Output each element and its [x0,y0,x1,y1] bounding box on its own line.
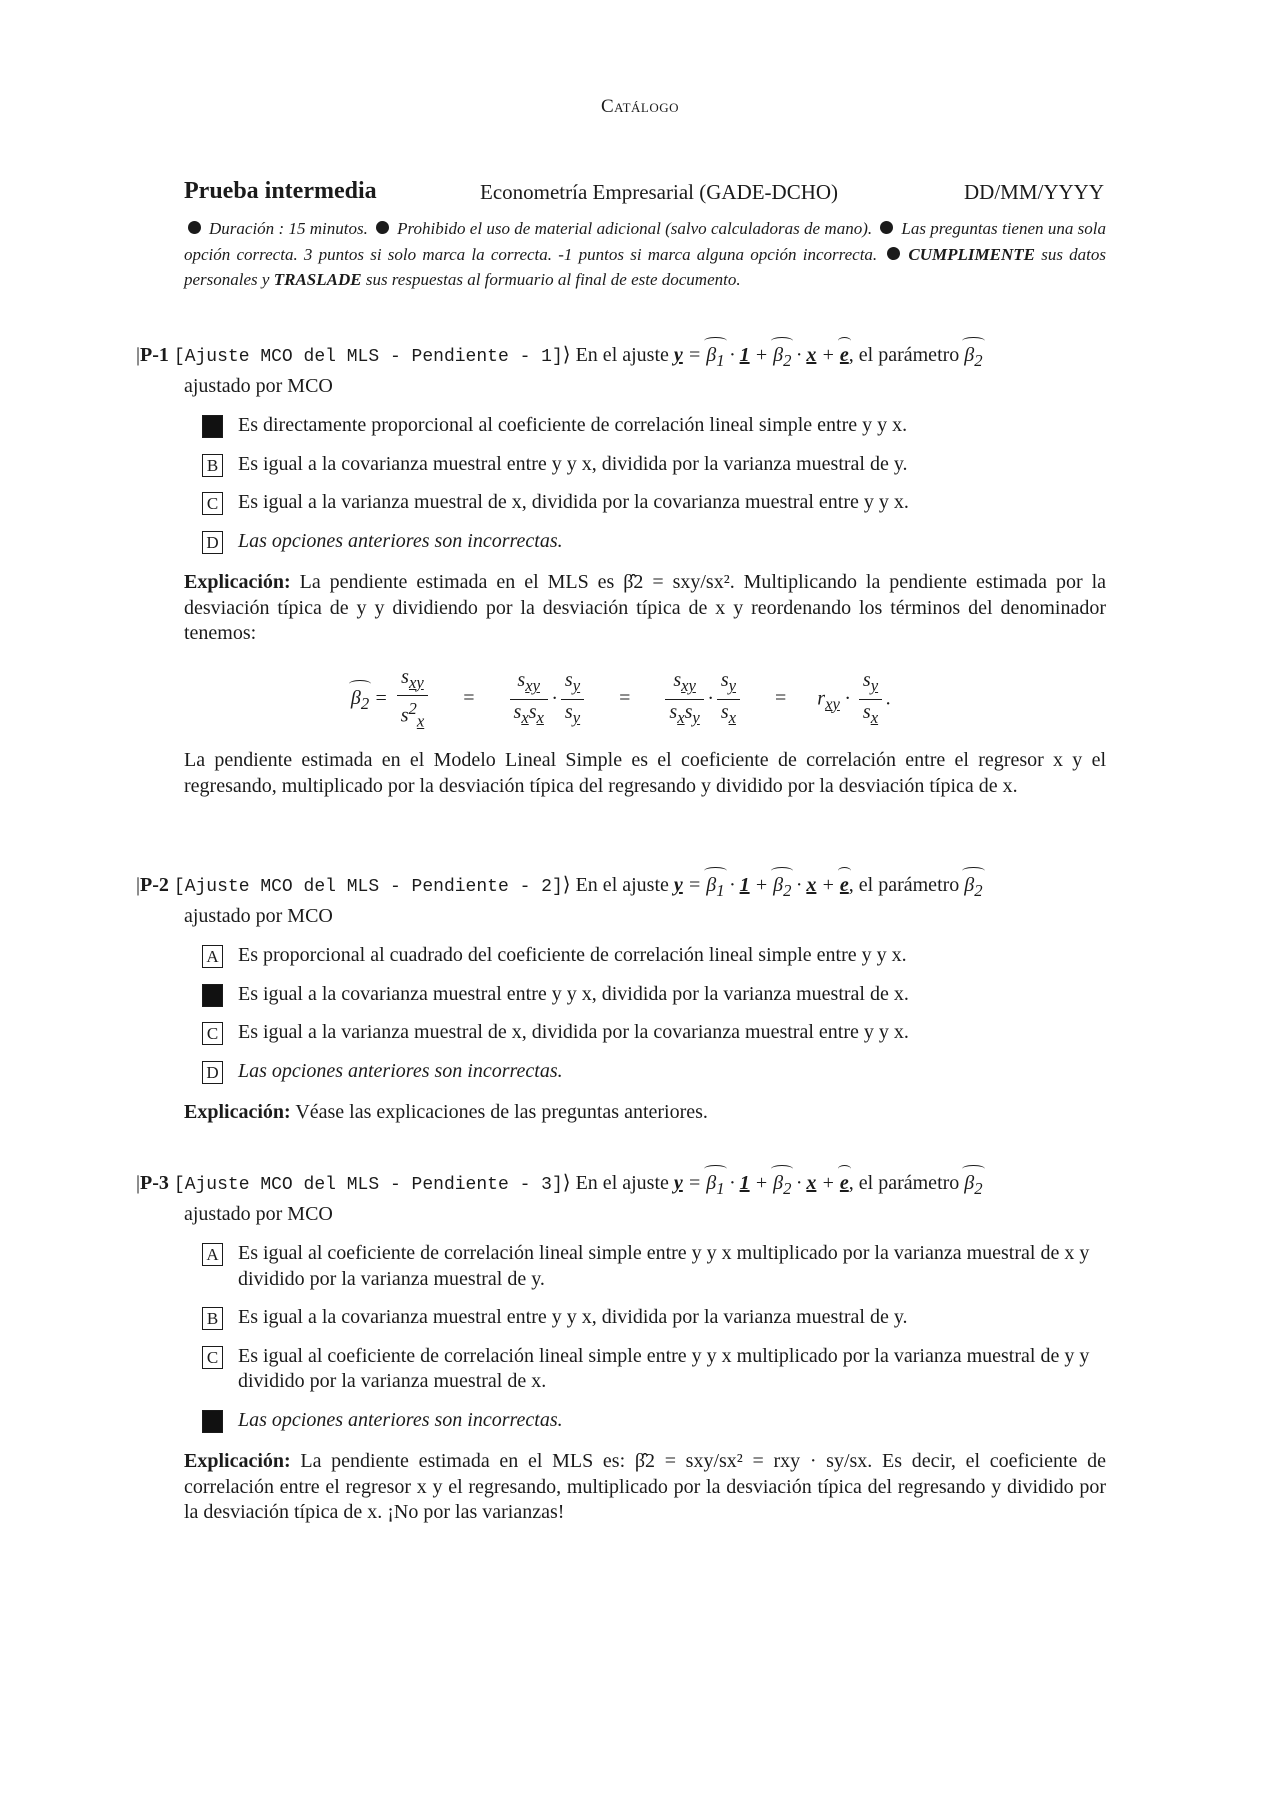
option-a[interactable] [202,943,1106,969]
option-checkbox[interactable]: C [202,1346,223,1369]
option-checkbox[interactable]: C [202,1022,223,1045]
exam-title: Prueba intermedia [184,178,377,204]
explanation [184,1449,1106,1526]
option-text: Es igual a la varianza muestral de x, dividida por la covarianza muestral entre y y x. [238,1021,909,1043]
option-a[interactable] [202,1241,1106,1292]
course-name: Econometría Empresarial (GADE-DCHO) [480,180,839,204]
question-2 [136,873,1106,1126]
question-3 [136,1171,1106,1526]
option-checkbox[interactable] [202,415,223,438]
option-checkbox[interactable]: B [202,1307,223,1330]
explanation-text: Véase las explicaciones de las preguntas anteriores. [295,1101,708,1123]
option-checkbox[interactable]: A [202,1243,223,1266]
stem-post: el parámetro [858,344,960,366]
option-d[interactable] [202,1059,1106,1085]
option-d[interactable] [202,529,1106,555]
instruction-duration: Duración : 15 minutos. [209,219,368,238]
explanation-label: Explicación: [184,1450,291,1472]
formula: $\beta_2$ = $\frac{s_{xy}}{s^2_x}$ = $\frac{s_{xy}}{s_xs_x}$ · $\frac{s_y}{s_y}$ = $\frac{s_{xy}}{s_xs_y}$ · $\frac{s_y}{s_x}$ = $r_{xy}$ · $\frac{s_y}{s_x}$ . [350,665,892,731]
option-b[interactable] [202,452,1106,478]
stem-pre: En el ajuste [575,1172,669,1194]
option-text: Es igual a la varianza muestral de x, dividida por la covarianza muestral entre y y x. [238,491,909,513]
stem-pre: En el ajuste [575,874,669,896]
stem-post: el parámetro [858,1172,960,1194]
explanation-text: La pendiente estimada en el MLS es β̂2 = sxy/sx². Multiplicando la pendiente estimada por la desviación típica de y y dividiendo por la desviación típica de x y reordenando los términos del denominador tenemos: [184,571,1107,644]
option-text: Es directamente proporcional al coeficiente de correlación lineal simple entre y y x. [238,414,908,436]
stem-tail: ajustado por MCO [184,1202,333,1225]
question-stem: |P-3 [Ajuste MCO del MLS - Pendiente - 3]⟩ En el ajuste $y = \beta_1 \cdot 1 + \beta_2 \cdot x + e$, el parámetro $\beta_2$ [136,1171,1106,1202]
instruction-strong-2: TRASLADE [273,270,362,289]
option-d[interactable] [202,1408,1106,1434]
explanation-label: Explicación: [184,1101,291,1123]
option-text: Las opciones anteriores son incorrectas. [238,529,563,552]
bullet-icon [887,247,900,260]
option-checkbox[interactable]: D [202,531,223,554]
stem-tail: ajustado por MCO [184,904,333,927]
option-a[interactable] [202,413,1106,439]
question-stem: |P-1 [Ajuste MCO del MLS - Pendiente - 1]⟩ En el ajuste $y = \beta_1 \cdot 1 + \beta_2 \cdot x + e$, el parámetro $\beta_2$ [136,343,1106,374]
question-tag: [Ajuste MCO del MLS - Pendiente - 1] [173,347,563,367]
option-checkbox[interactable]: D [202,1061,223,1084]
explanation-text: La pendiente estimada en el MLS es: β̂2 = sxy/sx² = rxy · sy/sx. Es decir, el coeficiente de correlación entre el regresor x y el regresando, multiplicado por la desviación típica del regresando y dividido por la desviación típica de x. ¡No por las varianzas! [184,1450,1106,1523]
running-head: Catálogo [600,96,680,117]
question-number: P-3 [140,1172,169,1194]
option-c[interactable] [202,1344,1106,1395]
option-checkbox[interactable]: B [202,454,223,477]
option-text: Es igual a la covarianza muestral entre y y x, dividida por la varianza muestral de x. [238,982,909,1005]
option-checkbox[interactable] [202,1410,223,1433]
question-number: P-2 [140,874,169,896]
option-checkbox[interactable] [202,984,223,1007]
option-b[interactable] [202,1305,1106,1331]
option-text: Es igual a la covarianza muestral entre y y x, dividida por la varianza muestral de y. [238,1306,908,1328]
instruction-material: Prohibido el uso de material adicional (salvo calculadoras de mano). [397,219,873,238]
question-tag: [Ajuste MCO del MLS - Pendiente - 2] [173,877,563,897]
question-tag: [Ajuste MCO del MLS - Pendiente - 3] [173,1175,563,1195]
instruction-mid: sus datos personales y [184,244,1107,289]
option-text: Es igual al coeficiente de correlación lineal simple entre y y x multiplicado por la varianza muestral de y y dividido por la varianza muestral de x. [238,1344,1090,1392]
instruction-scoring: Las preguntas tienen una sola opción correcta. 3 puntos si solo marca la correcta. -1 puntos si marca alguna opción incorrecta. [184,219,1106,264]
option-b[interactable] [202,982,1106,1008]
question-1 [136,343,1106,799]
exam-header [184,178,1104,208]
instruction-strong-1: CUMPLIMENTE [908,244,1035,264]
instructions [184,216,1106,293]
question-number: P-1 [140,344,169,366]
option-text: Es igual a la covarianza muestral entre y y x, dividida por la varianza muestral de y. [238,452,908,475]
option-text: Las opciones anteriores son incorrectas. [238,1059,563,1082]
option-checkbox[interactable]: C [202,492,223,515]
stem-post: el parámetro [858,874,960,896]
option-c[interactable] [202,490,1106,516]
stem-pre: En el ajuste [575,344,669,366]
explanation [184,570,1106,647]
option-c[interactable] [202,1020,1106,1046]
question-stem: |P-2 [Ajuste MCO del MLS - Pendiente - 2]⟩ En el ajuste $y = \beta_1 \cdot 1 + \beta_2 \cdot x + e$, el parámetro $\beta_2$ [136,873,1106,904]
bullet-icon [880,221,893,234]
explanation-label: Explicación: [184,571,291,593]
option-text: Es igual al coeficiente de correlación lineal simple entre y y x multiplicado por la varianza muestral de x y dividido por la varianza muestral de y. [238,1242,1090,1290]
option-text: Es proporcional al cuadrado del coeficiente de correlación lineal simple entre y y x. [238,944,907,966]
option-text: Las opciones anteriores son incorrectas. [238,1408,563,1431]
option-checkbox[interactable]: A [202,945,223,968]
bullet-icon [188,221,201,234]
exam-date: DD/MM/YYYY [963,180,1104,204]
explanation [184,1100,1106,1126]
instruction-end: sus respuestas al formuario al final de este documento. [365,270,741,289]
bullet-icon [376,221,389,234]
explanation-conclusion: La pendiente estimada en el Modelo Lineal Simple es el coeficiente de correlación entre el regresor x y el regresando, multiplicado por la desviación típica del regresando y dividido por la desviación típica de x. [184,749,1106,797]
stem-tail: ajustado por MCO [184,374,333,397]
